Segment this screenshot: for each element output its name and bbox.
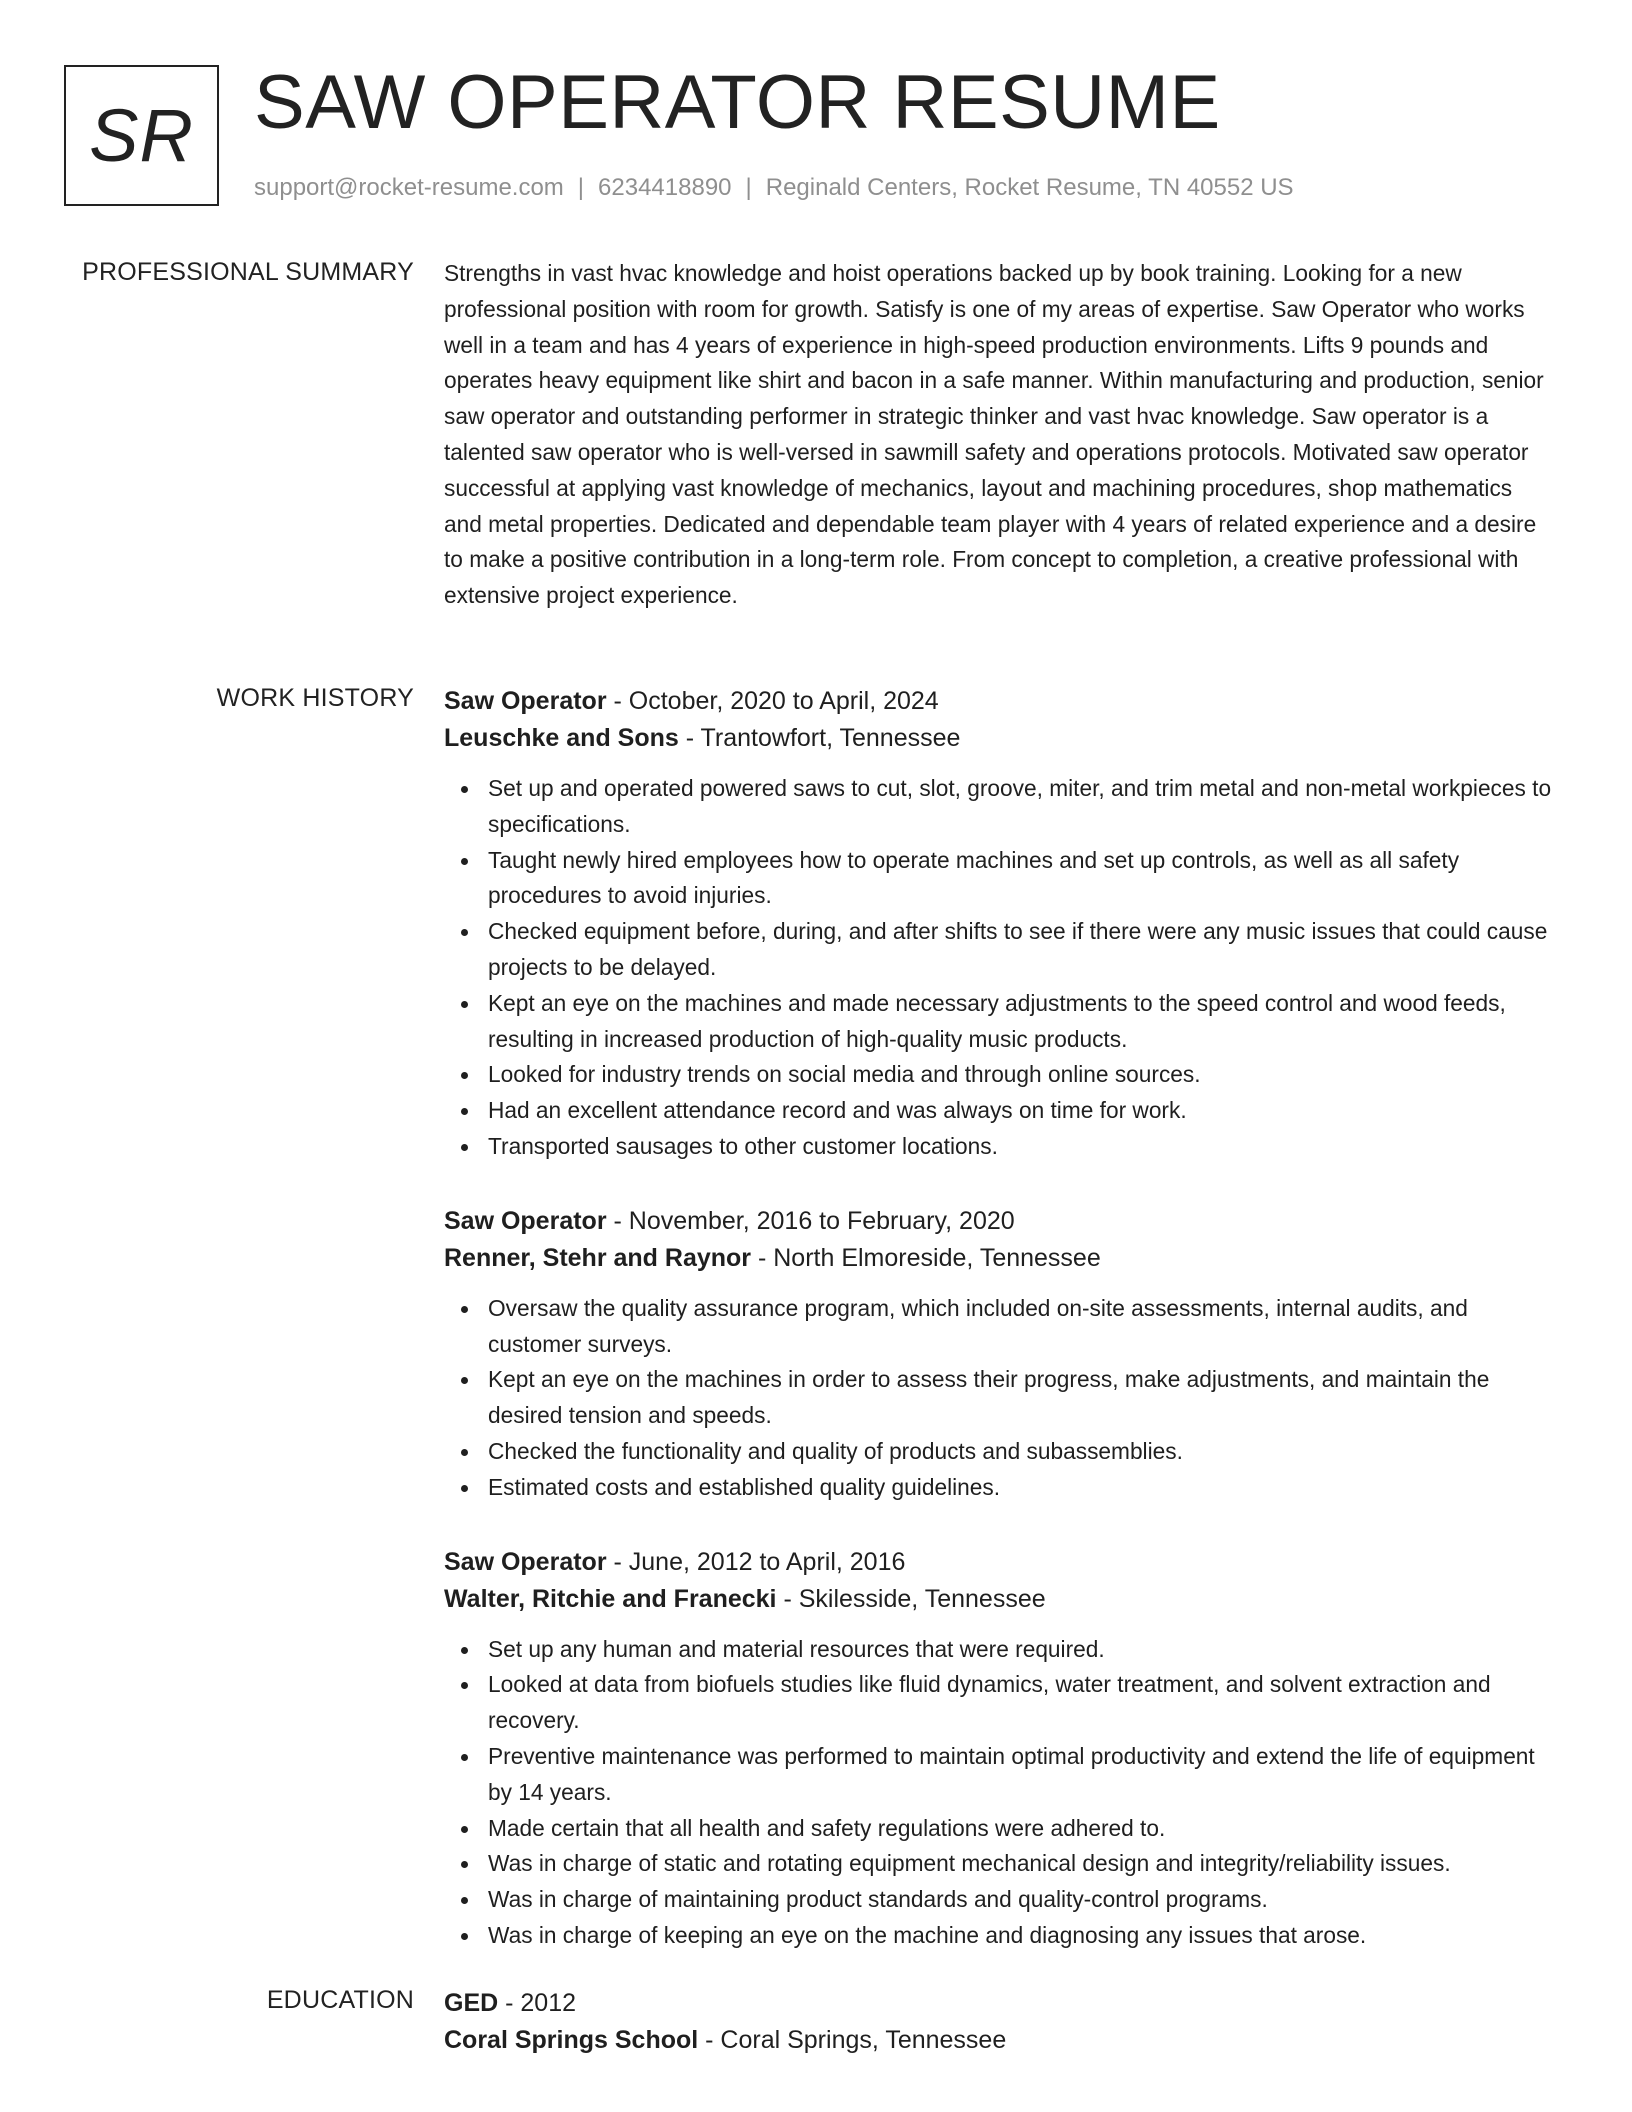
job-duty-item: Was in charge of maintaining product standards and quality-control programs. <box>488 1882 1556 1918</box>
job-location: - North Elmoreside, Tennessee <box>751 1243 1101 1272</box>
job-duty-item: Looked for industry trends on social media and through online sources. <box>488 1057 1556 1093</box>
job-company-line <box>444 720 1556 757</box>
job-duties-list <box>444 1632 1556 1954</box>
job-dates: - June, 2012 to April, 2016 <box>606 1547 906 1576</box>
resume-title: SAW OPERATOR RESUME <box>254 60 1221 145</box>
summary-text: Strengths in vast hvac knowledge and hoist operations backed up by book training. Looking for a new professional position with room for growth. Satisfy is one of my areas of expertise. Saw Operator who works well in a team and has 4 years of experience in high-speed production environments. Lifts 9 pounds and operates heavy equipment like shirt and bacon in a safe manner. Within manufacturing and production, senior saw operator and outstanding performer in strategic thinker and vast hvac knowledge. Saw operator is a talented saw operator who is well-versed in sawmill safety and operations protocols. Motivated saw operator successful at applying vast knowledge of mechanics, layout and machining procedures, shop mathematics and metal properties. Dedicated and dependable team player with 4 years of related experience and a desire to make a positive contribution in a long-term role. From concept to completion, a creative professional with extensive project experience. <box>444 260 1544 609</box>
job-duty-item: Taught newly hired employees how to operate machines and set up controls, as well as all safety procedures to avoid injuries. <box>488 843 1556 915</box>
job-title-line <box>444 683 1556 720</box>
monogram-badge: SR <box>64 65 219 206</box>
job-duty-item: Made certain that all health and safety regulations were adhered to. <box>488 1811 1556 1847</box>
contact-separator: | <box>745 174 752 201</box>
contact-phone: 6234418890 <box>598 174 732 201</box>
job-duty-item: Kept an eye on the machines and made necessary adjustments to the speed control and wood feeds, resulting in increased production of high-quality music products. <box>488 986 1556 1058</box>
job-duty-item: Oversaw the quality assurance program, which included on-site assessments, internal audits, and customer surveys. <box>488 1291 1556 1363</box>
contact-separator: | <box>577 174 585 201</box>
education-body <box>444 1985 1556 2059</box>
job-entry <box>444 1544 1556 1954</box>
contact-address: Reginald Centers, Rocket Resume, TN 40552 US <box>765 174 1294 201</box>
job-title: Saw Operator <box>444 1206 607 1235</box>
work-history-body <box>444 683 1556 1992</box>
job-duty-item: Checked equipment before, during, and after shifts to see if there were any music issues that could cause projects to be delayed. <box>488 914 1556 986</box>
job-duty-item: Estimated costs and established quality guidelines. <box>488 1470 1556 1506</box>
job-duty-item: Was in charge of static and rotating equipment mechanical design and integrity/reliability issues. <box>488 1846 1556 1882</box>
job-title-line <box>444 1203 1556 1240</box>
job-location: - Trantowfort, Tennessee <box>678 724 961 752</box>
job-location: - Skilesside, Tennessee <box>776 1584 1046 1613</box>
job-company: Leuschke and Sons <box>444 724 679 752</box>
job-entry <box>444 683 1556 1165</box>
job-dates: - November, 2016 to February, 2020 <box>606 1206 1015 1235</box>
job-company-line <box>444 1240 1556 1277</box>
job-title-line <box>444 1544 1556 1581</box>
section-label-education: EDUCATION <box>266 1986 414 2014</box>
education-degree: GED <box>444 1989 499 2017</box>
education-school: Coral Springs School <box>444 2026 699 2054</box>
job-duty-item: Preventive maintenance was performed to maintain optimal productivity and extend the life of equipment by 14 years. <box>488 1739 1556 1811</box>
job-duty-item: Had an excellent attendance record and was always on time for work. <box>488 1093 1556 1129</box>
contact-info <box>254 174 1294 202</box>
job-duty-item: Checked the functionality and quality of products and subassemblies. <box>488 1434 1556 1470</box>
job-duty-item: Was in charge of keeping an eye on the machine and diagnosing any issues that arose. <box>488 1918 1556 1954</box>
summary-body <box>444 256 1556 614</box>
education-school-line <box>444 2022 1556 2059</box>
section-label-work-history: WORK HISTORY <box>216 684 414 712</box>
job-duties-list <box>444 771 1556 1165</box>
job-entry <box>444 1203 1556 1506</box>
job-title: Saw Operator <box>444 687 607 715</box>
job-company-line <box>444 1581 1556 1618</box>
job-duty-item: Set up any human and material resources that were required. <box>488 1632 1556 1668</box>
education-year: - 2012 <box>498 1989 577 2017</box>
job-company: Renner, Stehr and Raynor <box>444 1243 752 1272</box>
job-duty-item: Kept an eye on the machines in order to assess their progress, make adjustments, and maintain the desired tension and speeds. <box>488 1362 1556 1434</box>
resume-header <box>64 60 1564 210</box>
job-duties-list <box>444 1291 1556 1506</box>
contact-email: support@rocket-resume.com <box>254 174 564 201</box>
job-duty-item: Set up and operated powered saws to cut, slot, groove, miter, and trim metal and non-metal workpieces to specifications. <box>488 771 1556 843</box>
job-duty-item: Transported sausages to other customer locations. <box>488 1129 1556 1165</box>
section-label-summary: PROFESSIONAL SUMMARY <box>82 258 414 286</box>
job-title: Saw Operator <box>444 1547 607 1576</box>
job-duty-item: Looked at data from biofuels studies like fluid dynamics, water treatment, and solvent extraction and recovery. <box>488 1667 1556 1739</box>
education-degree-line <box>444 1985 1556 2022</box>
education-location: - Coral Springs, Tennessee <box>698 2026 1007 2054</box>
job-dates: - October, 2020 to April, 2024 <box>606 687 939 715</box>
job-company: Walter, Ritchie and Franecki <box>444 1584 777 1613</box>
